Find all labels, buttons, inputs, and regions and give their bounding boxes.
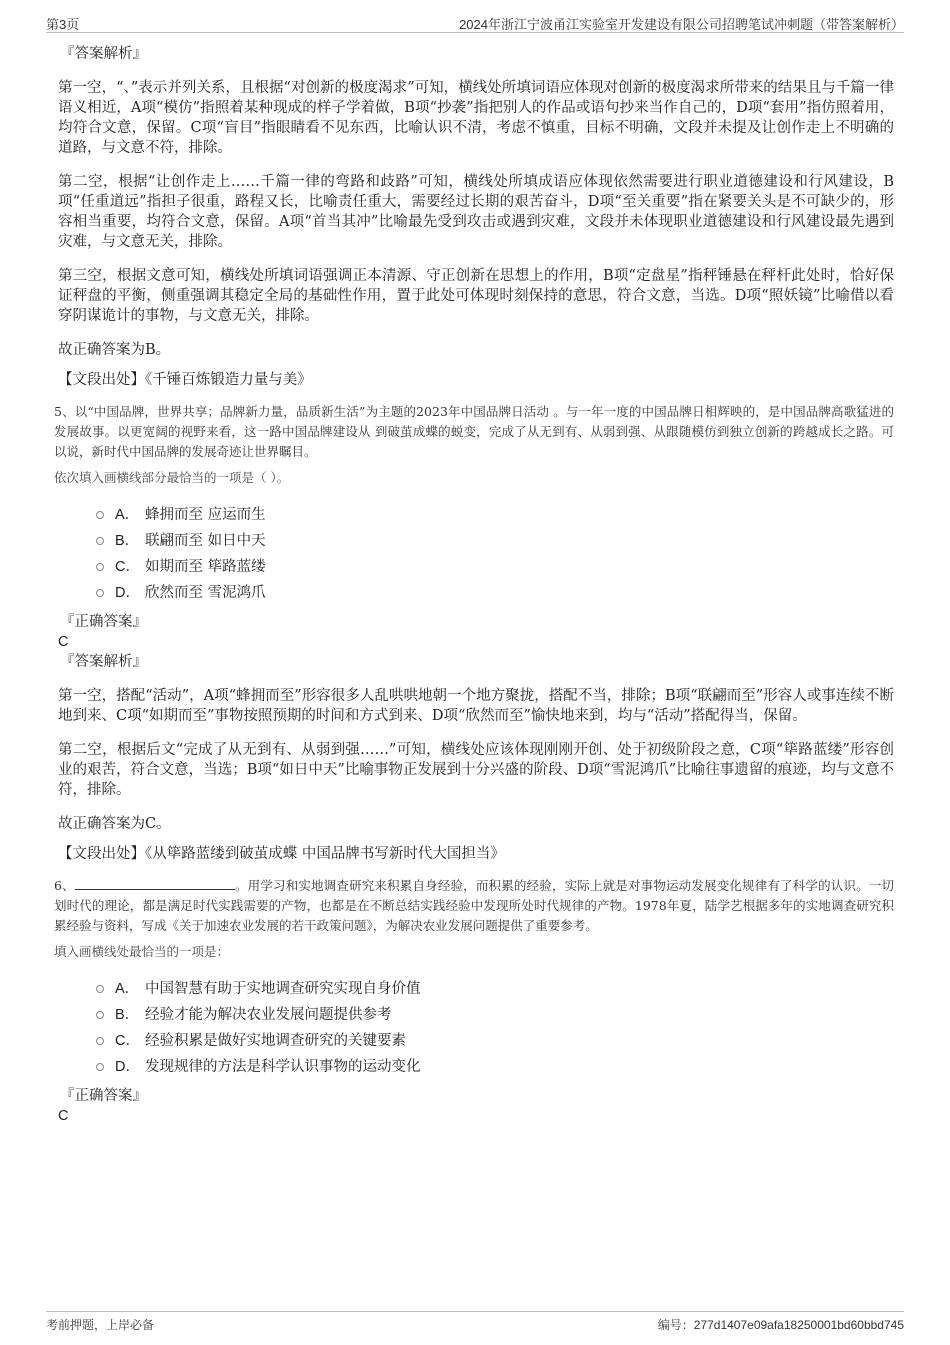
option-text: 经验积累是做好实地调查研究的关键要素	[145, 1033, 406, 1049]
analysis-paragraph: 第一空，搭配“活动”，A项“蜂拥而至”形容很多人乱哄哄地朝一个地方聚拢，搭配不当，排除；B项“联翩而至”形容人或事连续不断地到来、C项“如期而至”事物按照预期的时间和方式到来、D项“欣然而至”愉快地来到，均与“活动”搭配得当，保留。	[58, 688, 894, 724]
document-serial: 编号：277d1407e09afa18250001bd60bbd745	[657, 1318, 904, 1332]
conclusion-text: 故正确答案为B。	[58, 342, 171, 358]
radio-button-icon[interactable]	[96, 511, 104, 519]
analysis-label: 『答案解析』	[60, 46, 147, 62]
analysis-label: 『答案解析』	[60, 654, 147, 670]
option-text: 经验才能为解决农业发展问题提供参考	[145, 1007, 392, 1023]
correct-answer-label: 『正确答案』	[60, 1088, 147, 1104]
option-letter: A．	[115, 981, 140, 997]
option-a[interactable]	[96, 502, 894, 528]
analysis-paragraph: 第一空，“、”表示并列关系，且根据“对创新的极度渴求”可知，横线处所填词语应体现对创新的极度渴求所带来的结果且与千篇一律语义相近，A项“模仿”指照着某种现成的样子学着做，B项“抄袭”指把别人的作品或语句抄来当作自己的，D项“套用”指仿照着用，均符合文意，保留。C项“盲目”指眼睛看不见东西，比喻认识不清，考虑不慎重，目标不明确，文段并未提及让创作走上不明确的道路，与文意不符，排除。	[58, 80, 894, 156]
option-c[interactable]	[96, 1028, 894, 1054]
option-text: 联翩而至 如日中天	[145, 533, 266, 549]
radio-button-icon[interactable]	[96, 563, 104, 571]
page-number: 第3页	[46, 17, 80, 32]
question-stem	[54, 876, 894, 936]
option-text: 蜂拥而至 应运而生	[145, 507, 266, 523]
question-number: 6、	[54, 878, 75, 893]
footer-slogan: 考前押题，上岸必备	[46, 1318, 155, 1332]
correct-answer-value: C	[58, 634, 69, 650]
source-citation: 【文段出处】《从筚路蓝缕到破茧成蝶 中国品牌书写新时代大国担当》	[58, 846, 505, 862]
page-footer	[46, 1311, 904, 1332]
option-d[interactable]	[96, 1054, 894, 1080]
analysis-paragraph: 第三空，根据文意可知，横线处所填词语强调正本清源、守正创新在思想上的作用，B项“定盘星”指秤锤悬在秤杆此处时，恰好保证秤盘的平衡，侧重强调其稳定全局的基础性作用，置于此处可体现时刻保持的意思，符合文意，当选。D项“照妖镜”比喻借以看穿阴谋诡计的事物，与文意无关，排除。	[58, 268, 894, 324]
option-list	[96, 976, 894, 1080]
document-title: 2024年浙江宁波甬江实验室开发建设有限公司招聘笔试冲刺题（带答案解析）	[459, 17, 904, 32]
option-letter: D．	[115, 585, 140, 601]
option-letter: C．	[115, 559, 140, 575]
analysis-paragraph: 第二空，根据后文“完成了从无到有、从弱到强……”可知，横线处应该体现刚刚开创、处于初级阶段之意，C项“筚路蓝缕”形容创业的艰苦，符合文意，当选；B项“如日中天”比喻事物正发展到十分兴盛的阶段、D项“雪泥鸿爪”比喻往事遗留的痕迹，均与文意不符，排除。	[58, 742, 894, 798]
conclusion-text: 故正确答案为C。	[58, 816, 171, 832]
option-letter: C．	[115, 1033, 140, 1049]
option-b[interactable]	[96, 528, 894, 554]
option-d[interactable]	[96, 580, 894, 606]
analysis-paragraph: 第二空，根据“让创作走上……千篇一律的弯路和歧路”可知，横线处所填成语应体现依然需要进行职业道德建设和行风建设，B项“任重道远”指担子很重，路程又长，比喻责任重大，需要经过长期的艰苦奋斗，D项“至关重要”指在紧要关头是不可缺少的，形容相当重要，均符合文意，保留。A项“首当其冲”比喻最先受到攻击或遇到灾难，文段并未体现职业道德建设和行风建设最先遇到灾难，与文意无关，排除。	[58, 174, 894, 250]
radio-button-icon[interactable]	[96, 1011, 104, 1019]
option-letter: B．	[115, 1007, 140, 1023]
answer-blank	[75, 877, 235, 890]
radio-button-icon[interactable]	[96, 1063, 104, 1071]
option-text: 如期而至 筚路蓝缕	[145, 559, 266, 575]
radio-button-icon[interactable]	[96, 537, 104, 545]
option-text: 发现规律的方法是科学认识事物的运动变化	[145, 1059, 421, 1075]
correct-answer-value: C	[58, 1108, 69, 1124]
question-6	[54, 876, 894, 1126]
correct-answer-label: 『正确答案』	[60, 614, 147, 630]
radio-button-icon[interactable]	[96, 589, 104, 597]
option-letter: B．	[115, 533, 140, 549]
radio-button-icon[interactable]	[96, 985, 104, 993]
option-letter: D．	[115, 1059, 140, 1075]
document-body	[54, 44, 894, 1126]
option-text: 中国智慧有助于实地调查研究实现自身价值	[145, 981, 421, 997]
prev-question-analysis	[58, 44, 894, 390]
option-text: 欣然而至 雪泥鸿爪	[145, 585, 266, 601]
radio-button-icon[interactable]	[96, 1037, 104, 1045]
option-letter: A．	[115, 507, 140, 523]
question-stem: 5、以“中国品牌，世界共享；品牌新力量，品质新生活”为主题的2023年中国品牌日活动 。与一年一度的中国品牌日相辉映的，是中国品牌高歌猛进的发展故事。以更宽阔的视野来看，这一路中国品牌建设从 到破茧成蝶的蜕变，完成了从无到有、从弱到强、从跟随模仿到独立创新的跨越成长之路。可以说，新时代中国品牌的发展奇迹让世界瞩目。	[54, 404, 894, 459]
question-prompt: 填入画横线处最恰当的一项是：	[54, 944, 230, 959]
option-b[interactable]	[96, 1002, 894, 1028]
question-prompt: 依次填入画横线部分最恰当的一项是（ ）。	[54, 470, 290, 485]
question-5	[54, 402, 894, 864]
source-citation: 【文段出处】《千锤百炼锻造力量与美》	[58, 372, 312, 388]
option-list	[96, 502, 894, 606]
option-a[interactable]	[96, 976, 894, 1002]
option-c[interactable]	[96, 554, 894, 580]
page-header	[46, 14, 904, 33]
question-stem-text: 。用学习和实地调查研究来积累自身经验，而积累的经验，实际上就是对事物运动发展变化规律有了科学的认识。一切划时代的理论，都是满足时代实践需要的产物，也都是在不断总结实践经验中发现所处时代规律的产物。1978年夏，陆学艺根据多年的实地调查研究积累经验与资料，写成《关于加速农业发展的若干政策问题》，为解决农业发展问题提供了重要参考。	[54, 878, 894, 933]
